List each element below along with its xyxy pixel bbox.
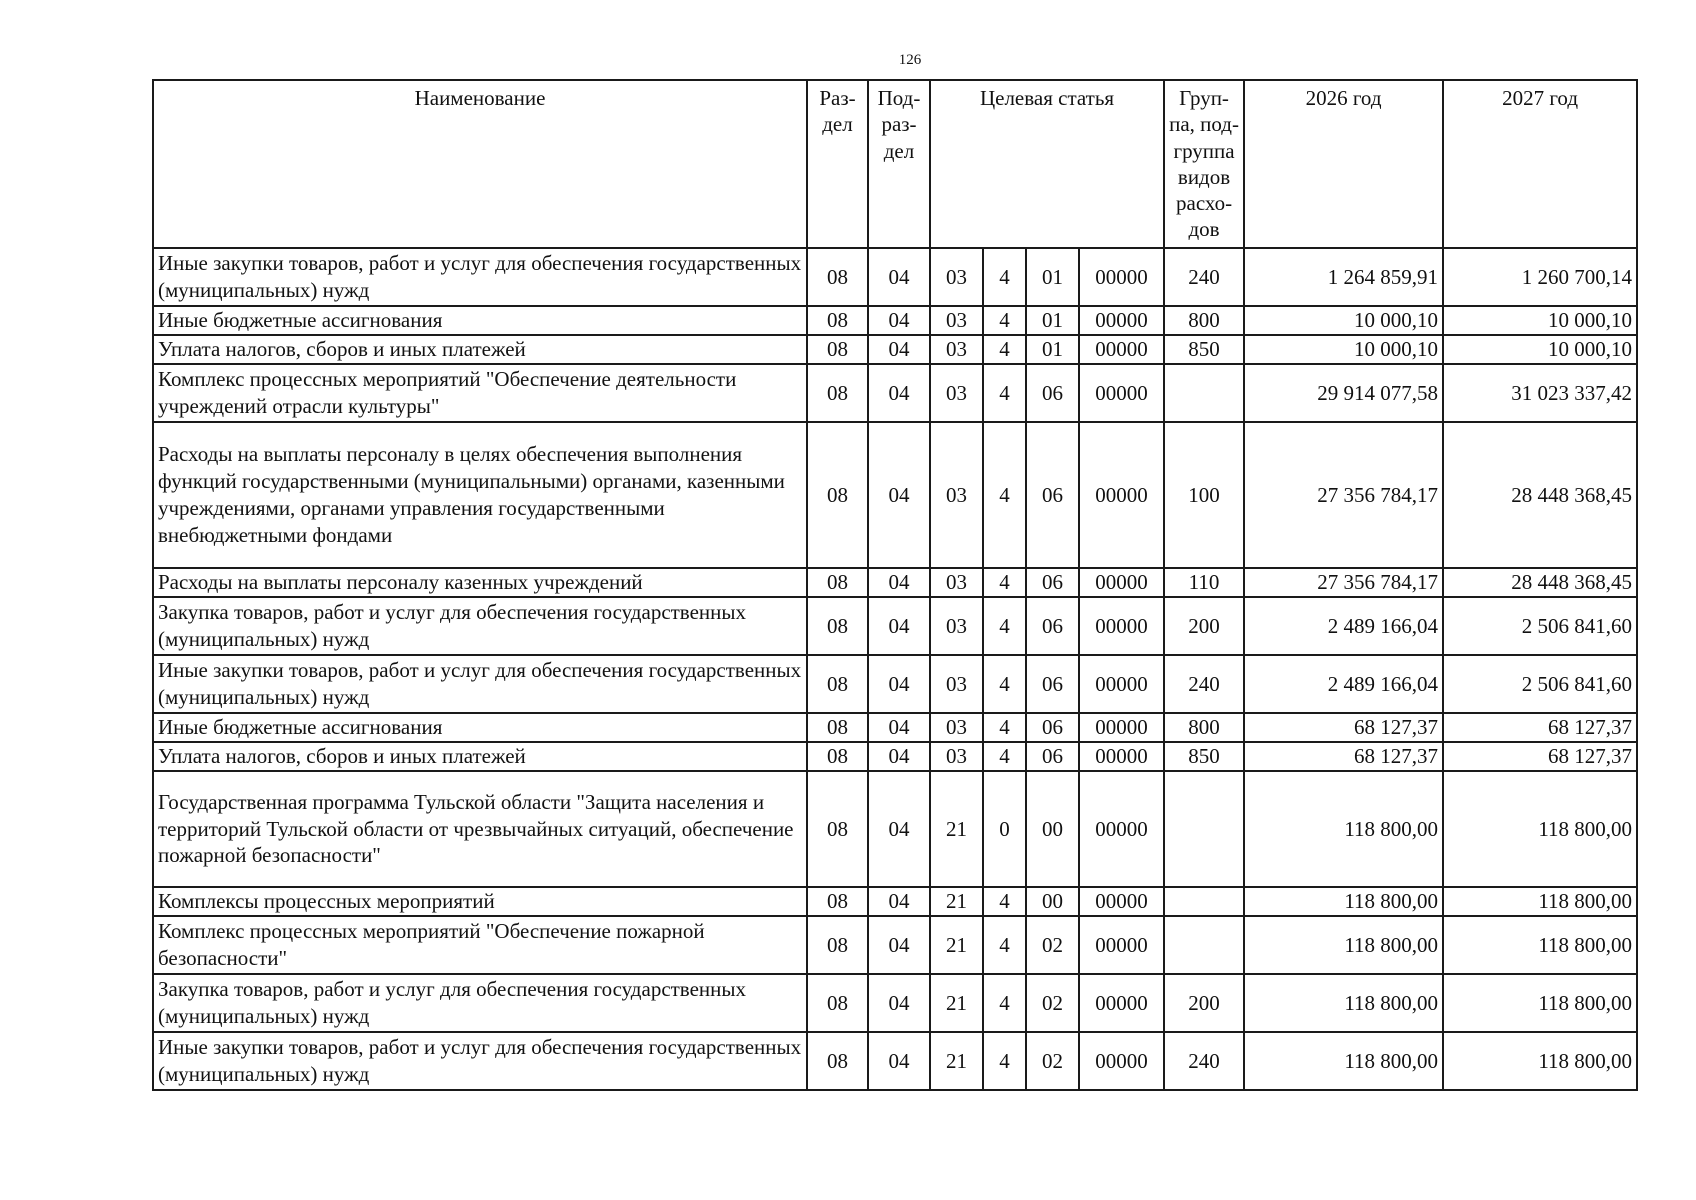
page-number: 126 <box>898 52 922 68</box>
row-group <box>1164 364 1244 422</box>
row-podrazdel: 04 <box>868 713 930 742</box>
row-amount-2026: 118 800,00 <box>1244 916 1443 974</box>
row-target-program: 21 <box>930 974 983 1032</box>
row-target-program: 21 <box>930 771 983 887</box>
row-target-code: 00000 <box>1079 916 1164 974</box>
row-amount-2026: 1 264 859,91 <box>1244 248 1443 306</box>
row-amount-2026: 118 800,00 <box>1244 771 1443 887</box>
table-row <box>153 916 1637 974</box>
row-amount-2026: 27 356 784,17 <box>1244 422 1443 568</box>
row-podrazdel: 04 <box>868 364 930 422</box>
row-target-program: 03 <box>930 248 983 306</box>
row-amount-2027: 28 448 368,45 <box>1443 422 1637 568</box>
row-amount-2026: 2 489 166,04 <box>1244 655 1443 713</box>
row-target-item: 06 <box>1026 568 1079 597</box>
row-target-program: 03 <box>930 364 983 422</box>
row-target-type: 4 <box>983 568 1026 597</box>
row-amount-2027: 118 800,00 <box>1443 974 1637 1032</box>
row-group: 110 <box>1164 568 1244 597</box>
row-target-code: 00000 <box>1079 713 1164 742</box>
row-amount-2027: 118 800,00 <box>1443 887 1637 916</box>
row-group: 240 <box>1164 248 1244 306</box>
row-target-program: 21 <box>930 887 983 916</box>
table-row <box>153 655 1637 713</box>
row-target-type: 4 <box>983 335 1026 364</box>
row-amount-2026: 68 127,37 <box>1244 713 1443 742</box>
row-target-item: 00 <box>1026 887 1079 916</box>
row-target-program: 03 <box>930 655 983 713</box>
row-razdel: 08 <box>807 655 868 713</box>
table-row <box>153 974 1637 1032</box>
row-target-code: 00000 <box>1079 306 1164 335</box>
row-name: Государственная программа Тульской области "Защита населения и территорий Тульской области от чрезвычайных ситуаций, обеспечение пожарной безопасности" <box>153 771 807 887</box>
row-name: Расходы на выплаты персоналу казенных учреждений <box>153 568 807 597</box>
row-name: Уплата налогов, сборов и иных платежей <box>153 335 807 364</box>
row-target-program: 03 <box>930 713 983 742</box>
table-row <box>153 887 1637 916</box>
row-name: Расходы на выплаты персоналу в целях обеспечения выполнения функций государственными (муниципальными) органами, казенными учреждениями, органами управления государственными внебюджетными фондами <box>153 422 807 568</box>
row-group: 850 <box>1164 335 1244 364</box>
row-group: 200 <box>1164 597 1244 655</box>
row-razdel: 08 <box>807 422 868 568</box>
row-podrazdel: 04 <box>868 422 930 568</box>
table-row <box>153 771 1637 887</box>
row-razdel: 08 <box>807 248 868 306</box>
row-target-code: 00000 <box>1079 422 1164 568</box>
row-amount-2027: 118 800,00 <box>1443 1032 1637 1090</box>
row-podrazdel: 04 <box>868 306 930 335</box>
row-group: 800 <box>1164 713 1244 742</box>
row-target-item: 06 <box>1026 655 1079 713</box>
header-group: Груп-па, под-группа видов расхо-дов <box>1164 80 1244 248</box>
row-podrazdel: 04 <box>868 771 930 887</box>
table-row <box>153 597 1637 655</box>
row-target-code: 00000 <box>1079 335 1164 364</box>
row-amount-2026: 2 489 166,04 <box>1244 597 1443 655</box>
row-amount-2027: 118 800,00 <box>1443 916 1637 974</box>
row-amount-2026: 10 000,10 <box>1244 335 1443 364</box>
row-target-item: 01 <box>1026 248 1079 306</box>
row-razdel: 08 <box>807 597 868 655</box>
row-amount-2026: 10 000,10 <box>1244 306 1443 335</box>
row-target-program: 03 <box>930 568 983 597</box>
row-amount-2027: 68 127,37 <box>1443 713 1637 742</box>
row-target-type: 4 <box>983 248 1026 306</box>
row-target-type: 4 <box>983 364 1026 422</box>
row-target-item: 02 <box>1026 1032 1079 1090</box>
table-row <box>153 1032 1637 1090</box>
row-target-type: 4 <box>983 422 1026 568</box>
row-target-code: 00000 <box>1079 597 1164 655</box>
row-name: Закупка товаров, работ и услуг для обеспечения государственных (муниципальных) нужд <box>153 974 807 1032</box>
row-target-type: 4 <box>983 1032 1026 1090</box>
table-row <box>153 248 1637 306</box>
row-target-item: 06 <box>1026 597 1079 655</box>
row-target-type: 4 <box>983 974 1026 1032</box>
row-amount-2026: 68 127,37 <box>1244 742 1443 771</box>
header-target: Целевая статья <box>930 80 1164 248</box>
table-row <box>153 742 1637 771</box>
row-amount-2027: 68 127,37 <box>1443 742 1637 771</box>
row-target-item: 02 <box>1026 916 1079 974</box>
row-name: Иные закупки товаров, работ и услуг для обеспечения государственных (муниципальных) нужд <box>153 1032 807 1090</box>
row-name: Иные закупки товаров, работ и услуг для обеспечения государственных (муниципальных) нужд <box>153 248 807 306</box>
row-razdel: 08 <box>807 887 868 916</box>
header-name: Наименование <box>153 80 807 248</box>
row-podrazdel: 04 <box>868 916 930 974</box>
row-target-type: 4 <box>983 306 1026 335</box>
header-razdel: Раз-дел <box>807 80 868 248</box>
header-row <box>153 80 1637 248</box>
row-amount-2026: 118 800,00 <box>1244 974 1443 1032</box>
row-podrazdel: 04 <box>868 335 930 364</box>
row-podrazdel: 04 <box>868 248 930 306</box>
row-group: 240 <box>1164 655 1244 713</box>
row-razdel: 08 <box>807 713 868 742</box>
table-row <box>153 306 1637 335</box>
row-amount-2027: 28 448 368,45 <box>1443 568 1637 597</box>
row-target-item: 00 <box>1026 771 1079 887</box>
row-target-type: 4 <box>983 597 1026 655</box>
row-group: 100 <box>1164 422 1244 568</box>
row-group: 200 <box>1164 974 1244 1032</box>
row-target-item: 06 <box>1026 742 1079 771</box>
row-target-item: 02 <box>1026 974 1079 1032</box>
row-group: 240 <box>1164 1032 1244 1090</box>
row-target-code: 00000 <box>1079 742 1164 771</box>
header-podrazdel: Под-раз-дел <box>868 80 930 248</box>
table-row <box>153 422 1637 568</box>
row-target-type: 4 <box>983 713 1026 742</box>
row-razdel: 08 <box>807 568 868 597</box>
table-row <box>153 335 1637 364</box>
row-name: Иные бюджетные ассигнования <box>153 713 807 742</box>
row-amount-2027: 118 800,00 <box>1443 771 1637 887</box>
row-amount-2027: 10 000,10 <box>1443 306 1637 335</box>
row-target-type: 0 <box>983 771 1026 887</box>
row-group <box>1164 887 1244 916</box>
row-name: Уплата налогов, сборов и иных платежей <box>153 742 807 771</box>
row-target-program: 03 <box>930 335 983 364</box>
row-name: Комплекс процессных мероприятий "Обеспечение пожарной безопасности" <box>153 916 807 974</box>
row-podrazdel: 04 <box>868 887 930 916</box>
row-target-item: 06 <box>1026 713 1079 742</box>
row-amount-2026: 118 800,00 <box>1244 1032 1443 1090</box>
table-row <box>153 568 1637 597</box>
table-row <box>153 713 1637 742</box>
row-razdel: 08 <box>807 306 868 335</box>
row-podrazdel: 04 <box>868 597 930 655</box>
row-name: Комплексы процессных мероприятий <box>153 887 807 916</box>
row-target-code: 00000 <box>1079 248 1164 306</box>
header-2026: 2026 год <box>1244 80 1443 248</box>
row-name: Комплекс процессных мероприятий "Обеспечение деятельности учреждений отрасли культуры" <box>153 364 807 422</box>
row-target-item: 06 <box>1026 364 1079 422</box>
row-amount-2027: 1 260 700,14 <box>1443 248 1637 306</box>
row-target-type: 4 <box>983 742 1026 771</box>
row-amount-2026: 29 914 077,58 <box>1244 364 1443 422</box>
row-target-code: 00000 <box>1079 1032 1164 1090</box>
row-target-code: 00000 <box>1079 771 1164 887</box>
row-target-code: 00000 <box>1079 974 1164 1032</box>
row-target-program: 03 <box>930 742 983 771</box>
row-target-program: 03 <box>930 597 983 655</box>
row-razdel: 08 <box>807 916 868 974</box>
row-target-item: 01 <box>1026 335 1079 364</box>
row-name: Иные бюджетные ассигнования <box>153 306 807 335</box>
row-target-code: 00000 <box>1079 887 1164 916</box>
row-razdel: 08 <box>807 771 868 887</box>
row-target-item: 01 <box>1026 306 1079 335</box>
row-target-type: 4 <box>983 887 1026 916</box>
row-target-program: 03 <box>930 422 983 568</box>
row-target-type: 4 <box>983 916 1026 974</box>
row-razdel: 08 <box>807 335 868 364</box>
row-name: Закупка товаров, работ и услуг для обеспечения государственных (муниципальных) нужд <box>153 597 807 655</box>
row-target-code: 00000 <box>1079 364 1164 422</box>
row-amount-2027: 2 506 841,60 <box>1443 597 1637 655</box>
budget-table <box>152 79 1638 1091</box>
row-group: 800 <box>1164 306 1244 335</box>
row-podrazdel: 04 <box>868 655 930 713</box>
row-razdel: 08 <box>807 1032 868 1090</box>
row-group <box>1164 771 1244 887</box>
row-podrazdel: 04 <box>868 1032 930 1090</box>
row-target-program: 03 <box>930 306 983 335</box>
row-amount-2027: 31 023 337,42 <box>1443 364 1637 422</box>
row-group: 850 <box>1164 742 1244 771</box>
row-podrazdel: 04 <box>868 568 930 597</box>
row-target-code: 00000 <box>1079 568 1164 597</box>
row-target-type: 4 <box>983 655 1026 713</box>
header-2027: 2027 год <box>1443 80 1637 248</box>
row-amount-2026: 118 800,00 <box>1244 887 1443 916</box>
row-target-code: 00000 <box>1079 655 1164 713</box>
row-razdel: 08 <box>807 364 868 422</box>
row-razdel: 08 <box>807 742 868 771</box>
row-podrazdel: 04 <box>868 974 930 1032</box>
row-podrazdel: 04 <box>868 742 930 771</box>
row-group <box>1164 916 1244 974</box>
row-name: Иные закупки товаров, работ и услуг для обеспечения государственных (муниципальных) нужд <box>153 655 807 713</box>
table-row <box>153 364 1637 422</box>
row-target-program: 21 <box>930 916 983 974</box>
row-amount-2026: 27 356 784,17 <box>1244 568 1443 597</box>
row-razdel: 08 <box>807 974 868 1032</box>
row-amount-2027: 10 000,10 <box>1443 335 1637 364</box>
row-target-item: 06 <box>1026 422 1079 568</box>
row-amount-2027: 2 506 841,60 <box>1443 655 1637 713</box>
row-target-program: 21 <box>930 1032 983 1090</box>
